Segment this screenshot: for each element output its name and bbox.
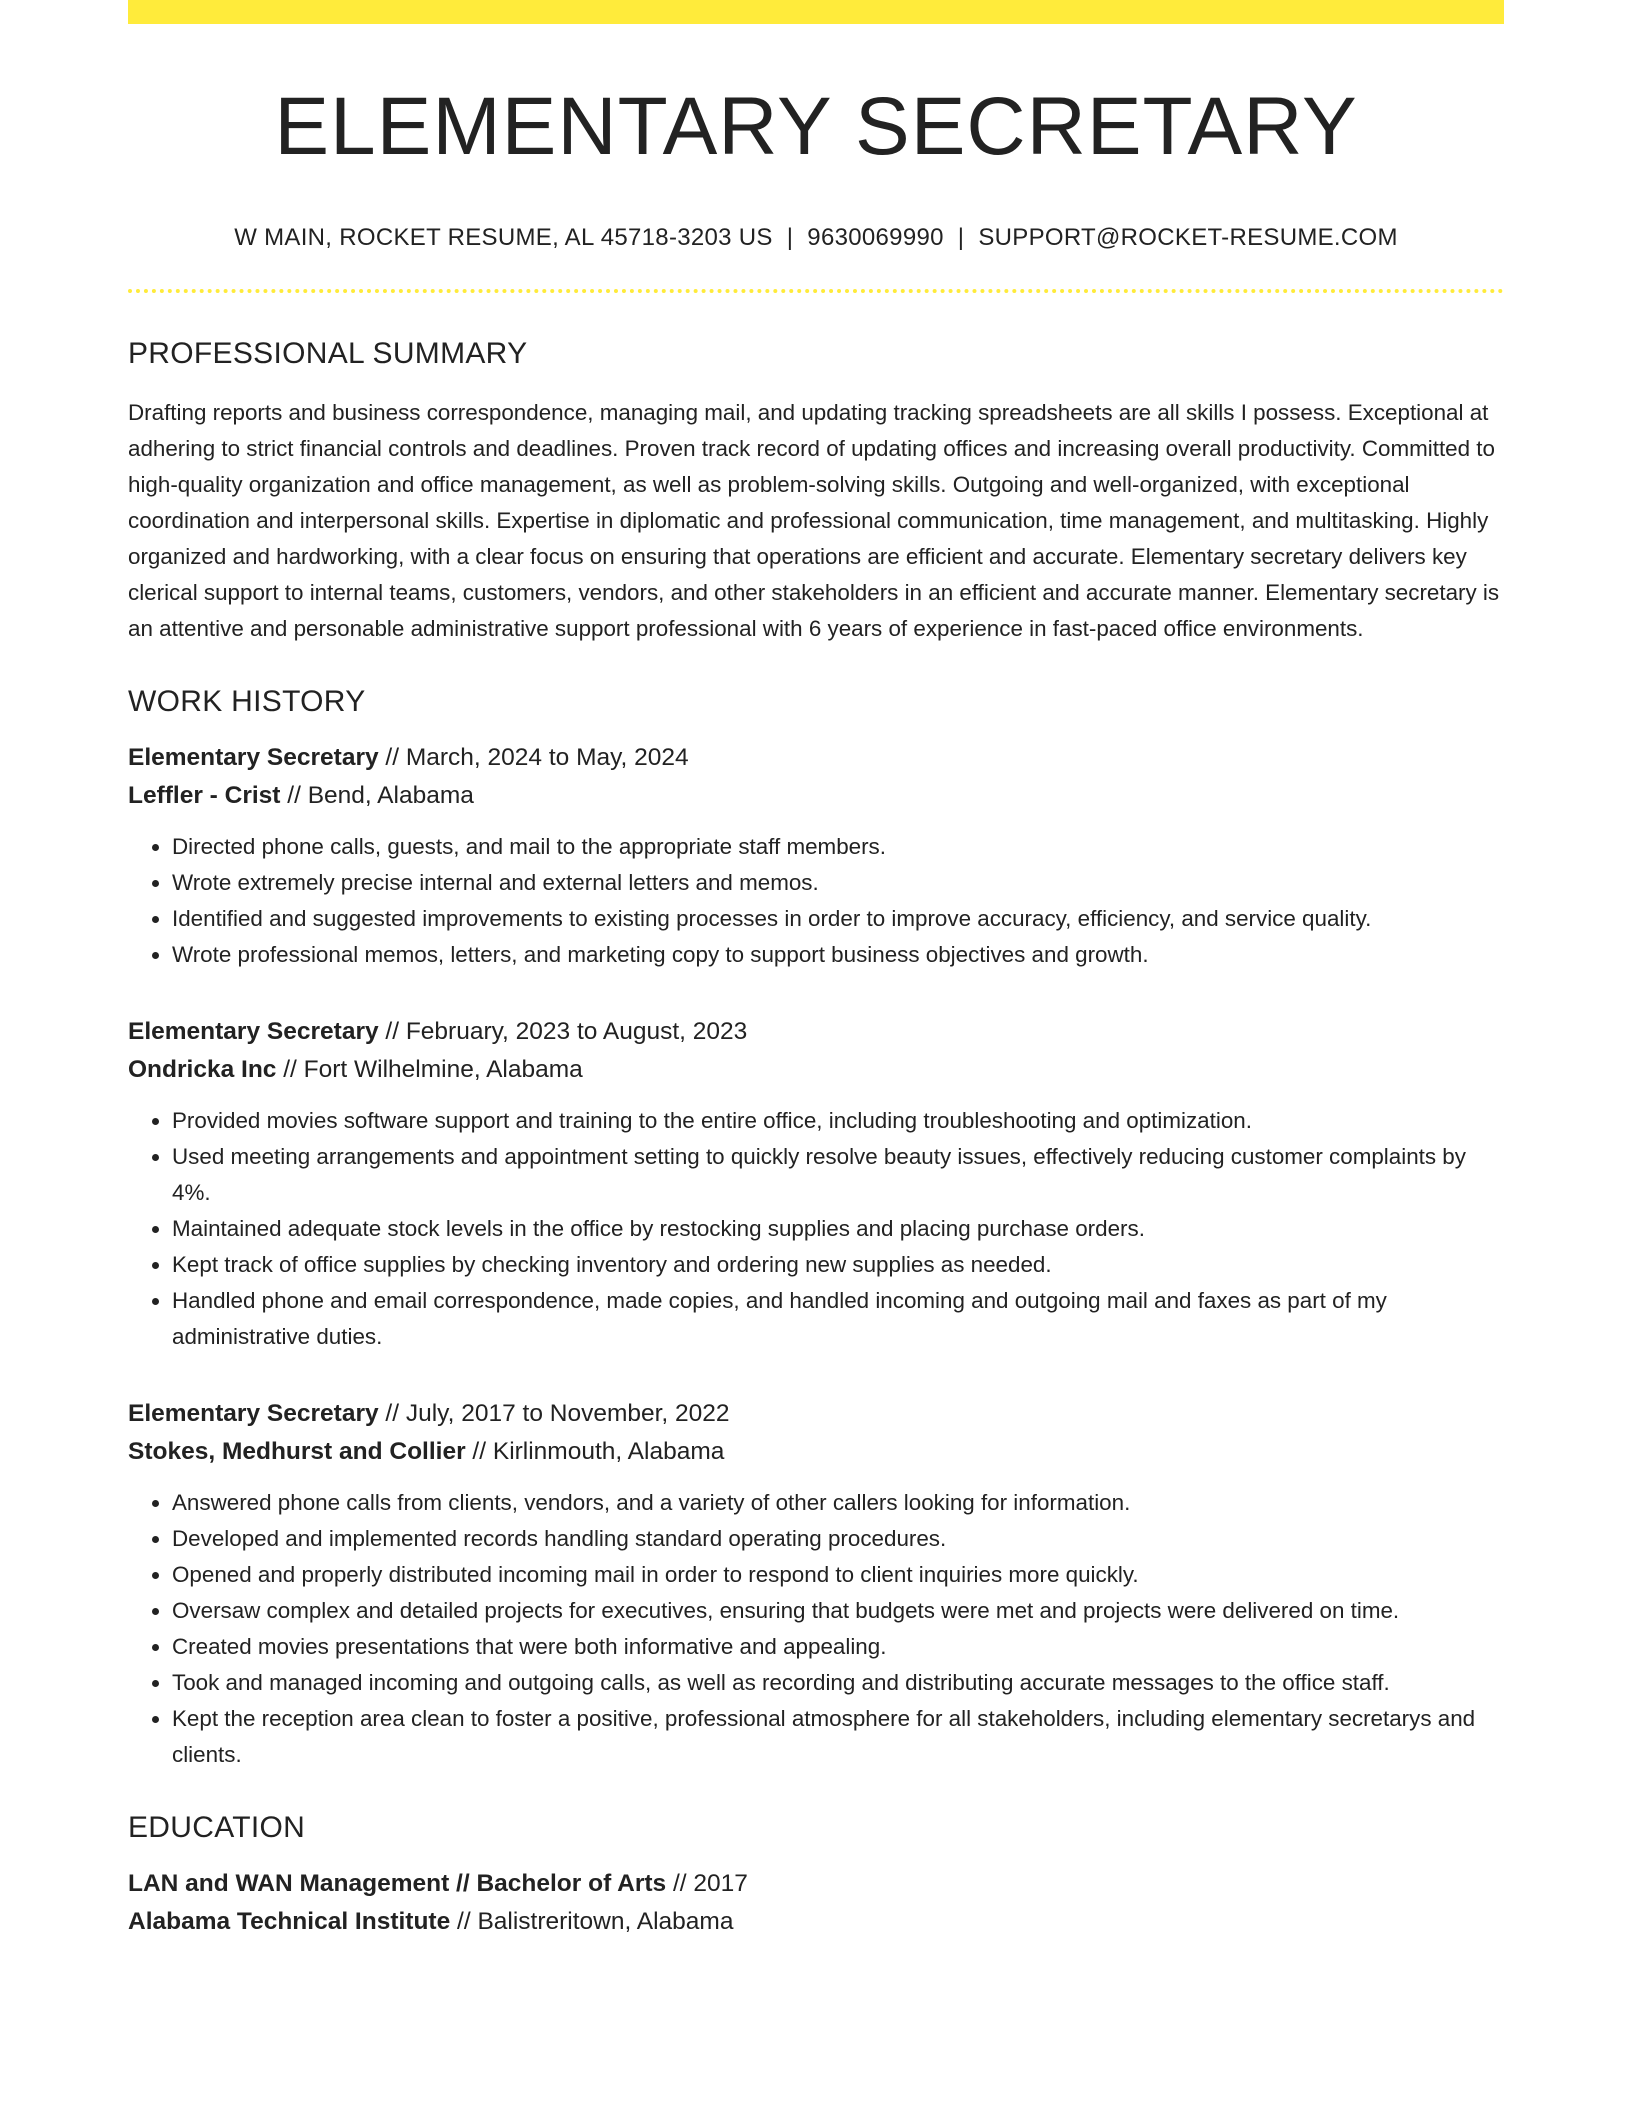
job-entry xyxy=(128,739,1504,973)
job-location: // Bend, Alabama xyxy=(280,781,474,809)
contact-line xyxy=(128,224,1504,253)
job-bullet: • Opened and properly distributed incoming mail in order to respond to client inquiries more quickly. xyxy=(172,1557,1504,1593)
job-bullet: • Wrote professional memos, letters, and marketing copy to support business objectives and growth. xyxy=(172,937,1504,973)
job-bullet: • Kept track of office supplies by checking inventory and ordering new supplies as needed. xyxy=(172,1247,1504,1283)
job-bullet: • Oversaw complex and detailed projects for executives, ensuring that budgets were met and projects were delivered on time. xyxy=(172,1593,1504,1629)
education-location: // Balistreritown, Alabama xyxy=(450,1907,734,1935)
job-title-line xyxy=(128,1013,1504,1051)
job-dates: // February, 2023 to August, 2023 xyxy=(378,1017,748,1045)
job-company-line xyxy=(128,777,1504,815)
contact-address: W MAIN, ROCKET RESUME, AL 45718-3203 US xyxy=(234,224,773,252)
job-bullet: • Answered phone calls from clients, vendors, and a variety of other callers looking for information. xyxy=(172,1485,1504,1521)
contact-phone[interactable]: 9630069990 xyxy=(807,224,944,252)
education-school-line xyxy=(128,1903,1504,1941)
job-title-line xyxy=(128,1395,1504,1433)
education-school: Alabama Technical Institute xyxy=(128,1907,451,1935)
summary-text: Drafting reports and business correspondence, managing mail, and updating tracking spreadsheets are all skills I possess. Exceptional at adhering to strict financial controls and deadlines. Proven track record of updating offices and increasing overall productivity. Committed to high-quality organization and office management, as well as problem-solving skills. Outgoing and well-organized, with exceptional coordination and interpersonal skills. Expertise in diplomatic and professional communication, time management, and multitasking. Highly organized and hardworking, with a clear focus on ensuring that operations are efficient and accurate. Elementary secretary delivers key clerical support to internal teams, customers, vendors, and other stakeholders in an efficient and accurate manner. Elementary secretary is an attentive and personable administrative support professional with 6 years of experience in fast-paced office environments. xyxy=(128,399,1500,641)
education-degree: LAN and WAN Management // Bachelor of Arts xyxy=(128,1869,667,1897)
education-degree-line xyxy=(128,1865,1504,1903)
job-role: Elementary Secretary xyxy=(128,1399,379,1427)
job-bullet: • Kept the reception area clean to foster a positive, professional atmosphere for all stakeholders, including elementary secretarys and clients. xyxy=(172,1701,1504,1773)
job-role: Elementary Secretary xyxy=(128,1017,379,1045)
job-company-line xyxy=(128,1051,1504,1089)
contact-email[interactable]: SUPPORT@ROCKET-RESUME.COM xyxy=(978,224,1398,252)
resume-page xyxy=(128,0,1504,1941)
job-bullet: • Took and managed incoming and outgoing calls, as well as recording and distributing accurate messages to the office staff. xyxy=(172,1665,1504,1701)
job-bullets xyxy=(128,1485,1504,1773)
job-bullet: • Created movies presentations that were both informative and appealing. xyxy=(172,1629,1504,1665)
top-accent-bar xyxy=(128,0,1504,24)
candidate-name: ELEMENTARY SECRETARY xyxy=(274,81,1358,172)
contact-separator: | xyxy=(957,224,965,252)
job-bullets xyxy=(128,1103,1504,1355)
contact-separator: | xyxy=(786,224,794,252)
education-heading: EDUCATION xyxy=(128,1810,306,1844)
job-title-line xyxy=(128,739,1504,777)
job-bullet: • Developed and implemented records handling standard operating procedures. xyxy=(172,1521,1504,1557)
job-company: Ondricka Inc xyxy=(128,1055,277,1083)
job-location: // Fort Wilhelmine, Alabama xyxy=(276,1055,583,1083)
job-bullet: • Provided movies software support and training to the entire office, including troubleshooting and optimization. xyxy=(172,1103,1504,1139)
work-history-heading: WORK HISTORY xyxy=(128,684,366,718)
job-company: Leffler - Crist xyxy=(128,781,281,809)
job-bullet: • Wrote extremely precise internal and external letters and memos. xyxy=(172,865,1504,901)
job-bullet: • Directed phone calls, guests, and mail to the appropriate staff members. xyxy=(172,829,1504,865)
job-bullet: • Handled phone and email correspondence, made copies, and handled incoming and outgoing mail and faxes as part of my administrative duties. xyxy=(172,1283,1504,1355)
job-location: // Kirlinmouth, Alabama xyxy=(465,1437,725,1465)
job-entry xyxy=(128,1013,1504,1355)
job-bullet: • Used meeting arrangements and appointment setting to quickly resolve beauty issues, effectively reducing customer complaints by 4%. xyxy=(172,1139,1504,1211)
job-dates: // March, 2024 to May, 2024 xyxy=(378,743,689,771)
job-company: Stokes, Medhurst and Collier xyxy=(128,1437,466,1465)
job-dates: // July, 2017 to November, 2022 xyxy=(378,1399,730,1427)
job-entry xyxy=(128,1395,1504,1773)
job-role: Elementary Secretary xyxy=(128,743,379,771)
job-bullet: • Identified and suggested improvements to existing processes in order to improve accuracy, efficiency, and service quality. xyxy=(172,901,1504,937)
job-bullet: • Maintained adequate stock levels in the office by restocking supplies and placing purchase orders. xyxy=(172,1211,1504,1247)
job-company-line xyxy=(128,1433,1504,1471)
job-bullets xyxy=(128,829,1504,973)
summary-heading: PROFESSIONAL SUMMARY xyxy=(128,336,528,370)
dotted-divider xyxy=(128,289,1504,293)
education-year: // 2017 xyxy=(666,1869,748,1897)
education-entry xyxy=(128,1865,1504,1941)
